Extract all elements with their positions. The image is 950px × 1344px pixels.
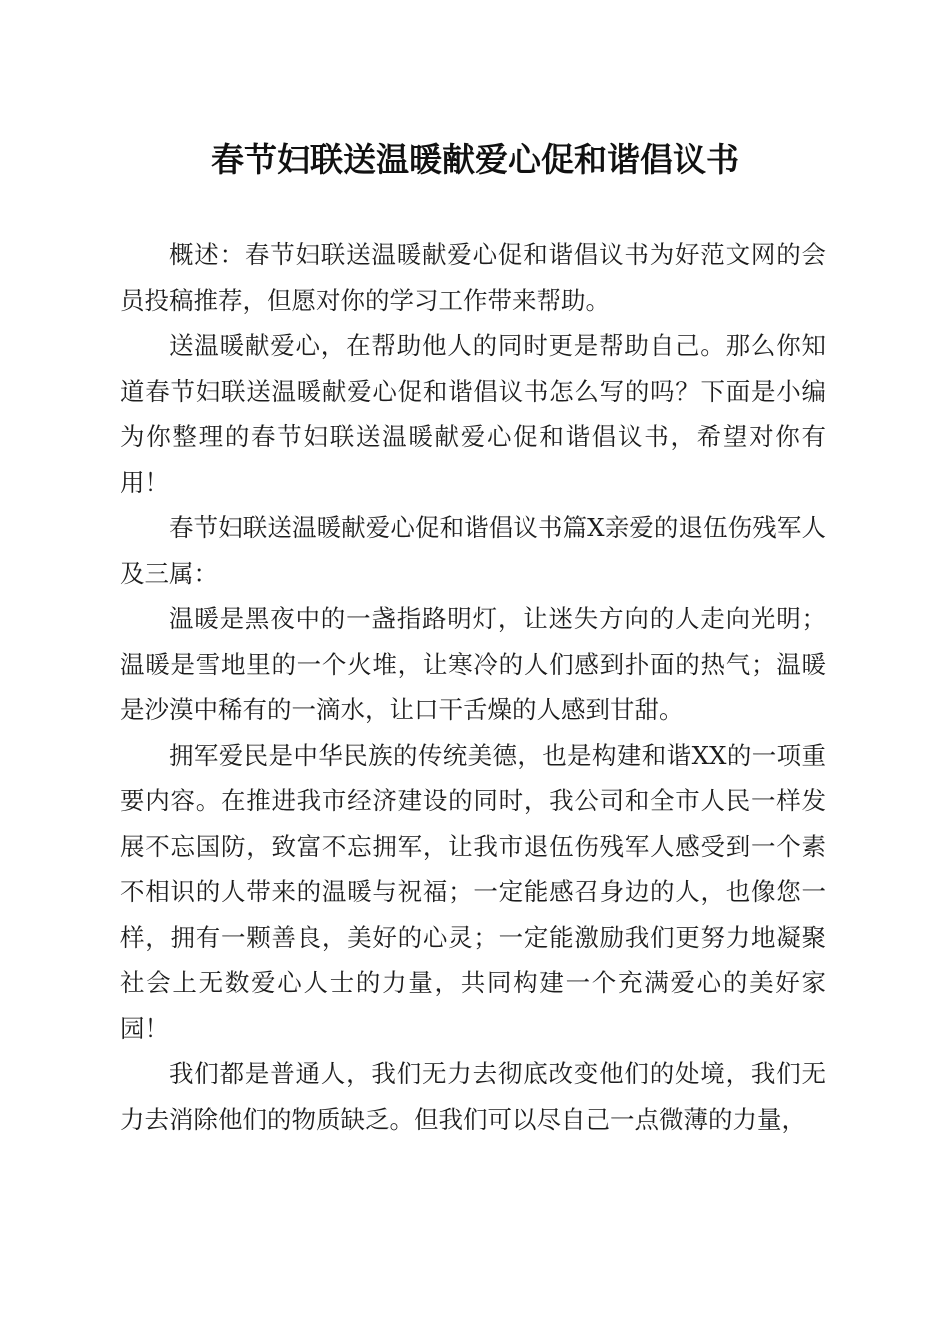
paragraph-intro: 送温暖献爱心，在帮助他人的同时更是帮助自己。那么你知道春节妇联送温暖献爱心促和谐倡议书怎么写的吗？下面是小编为你整理的春节妇联送温暖献爱心促和谐倡议书，希望对你有用！: [120, 331, 826, 497]
paragraph-support-army: 拥军爱民是中华民族的传统美德，也是构建和谐XX的一项重要内容。在推进我市经济建设的同时，我公司和全市人民一样发展不忘国防，致富不忘拥军，让我市退伍伤残军人感受到一个素不相识的人带来的温暖与祝福；一定能感召身边的人，也像您一样，拥有一颗善良，美好的心灵；一定能激励我们更努力地凝聚社会上无数爱心人士的力量，共同构建一个充满爱心的美好家园！: [120, 740, 826, 1043]
document-body: [120, 232, 826, 1142]
paragraph-summary: 概述：春节妇联送温暖献爱心促和谐倡议书为好范文网的会员投稿推荐，但愿对你的学习工作带来帮助。: [120, 240, 826, 315]
document-title: 春节妇联送温暖献爱心促和谐倡议书: [211, 140, 739, 179]
paragraph-ordinary-people: 我们都是普通人，我们无力去彻底改变他们的处境，我们无力去消除他们的物质缺乏。但我们可以尽自己一点微薄的力量，: [120, 1059, 826, 1134]
paragraph-salutation: 春节妇联送温暖献爱心促和谐倡议书篇X亲爱的退伍伤残军人及三属：: [120, 513, 826, 588]
paragraph-warmth: 温暖是黑夜中的一盏指路明灯，让迷失方向的人走向光明；温暖是雪地里的一个火堆，让寒冷的人们感到扑面的热气；温暖是沙漠中稀有的一滴水，让口干舌燥的人感到甘甜。: [120, 604, 826, 724]
